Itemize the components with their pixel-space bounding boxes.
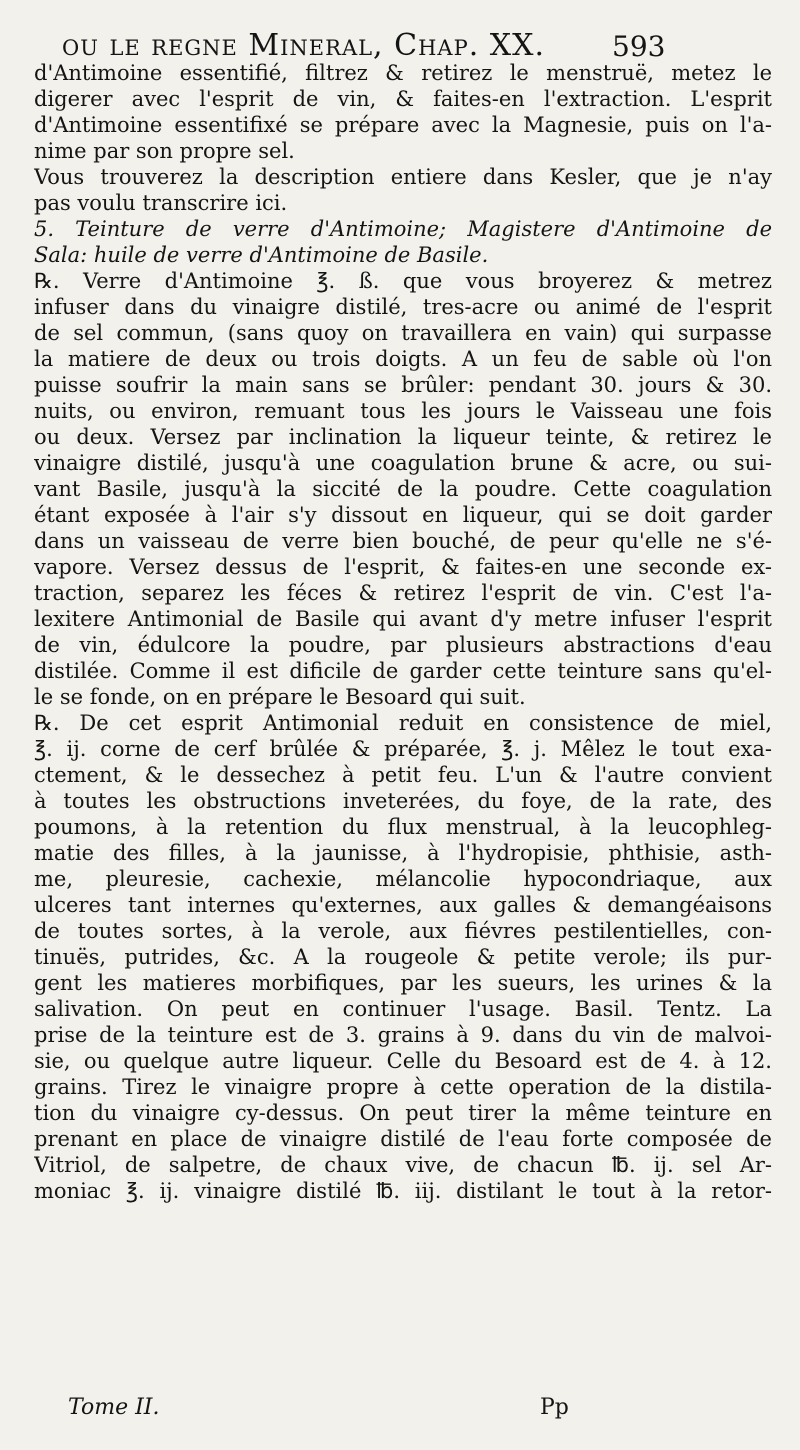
text-line: pas voulu transcrire ici. [34,191,288,215]
text-line: vapore. Versez dessus de l'esprit, & faites-en une seconde ex- [34,555,772,579]
volume-label: Tome II. [68,1395,160,1420]
section-heading-line: 5. Teinture de verre d'Antimoine; Magistere d'Antimoine de [34,217,772,241]
text-line: sie, ou quelque autre liqueur. Celle du Besoard est de 4. à 12. [34,1049,772,1073]
text-line: tion du vinaigre cy-dessus. On peut tirer la même teinture en [34,1101,772,1125]
text-line: Vitriol, de salpetre, de chaux vive, de chacun ℔. ij. sel Ar- [34,1153,772,1177]
text-line: de toutes sortes, à la verole, aux fiévres pestilentielles, con- [34,919,772,943]
page-body [34,60,772,1204]
text-line: gent les matieres morbifiques, par les sueurs, les urines & la [34,971,772,995]
text-line: à toutes les obstructions inveterées, du foye, de la rate, des [34,789,772,813]
text-line: d'Antimoine essentifié, filtrez & retirez le menstruë, metez le [34,61,772,85]
text-line: dans un vaisseau de verre bien bouché, de peur qu'elle ne s'é- [34,529,772,553]
text-line: infuser dans du vinaigre distilé, tres-acre ou animé de l'esprit [34,295,772,319]
text-line: puisse soufrir la main sans se brûler: pendant 30. jours & 30. [34,373,772,397]
text-line: salivation. On peut en continuer l'usage. Basil. Tentz. La [34,997,772,1021]
text-line: moniac ℥. ij. vinaigre distilé ℔. iij. distilant le tout à la retor- [34,1179,772,1203]
text-line: nuits, ou environ, remuant tous les jours le Vaisseau une fois [34,399,772,423]
text-line: Vous trouverez la description entiere dans Kesler, que je n'ay [34,165,772,189]
text-line: digerer avec l'esprit de vin, & faites-en l'extraction. L'esprit [34,87,772,111]
signature-mark: Pp [540,1395,569,1420]
text-line: prenant en place de vinaigre distilé de l'eau forte composée de [34,1127,772,1151]
text-line: distilée. Comme il est dificile de garder cette teinture sans qu'el- [34,659,772,683]
text-line: ℞. Verre d'Antimoine ℥. ß. que vous broyerez & metrez [34,269,772,293]
text-line: vinaigre distilé, jusqu'à une coagulation brune & acre, ou sui- [34,451,772,475]
text-line: lexitere Antimonial de Basile qui avant d'y metre infuser l'esprit [34,607,772,631]
text-line: ulceres tant internes qu'externes, aux galles & demangéaisons [34,893,772,917]
text-line: matie des filles, à la jaunisse, à l'hydropisie, phthisie, asth- [34,841,772,865]
running-head: ou le regne Mineral, Chap. XX. [62,28,546,63]
text-line: la matiere de deux ou trois doigts. A un feu de sable où l'on [34,347,772,371]
text-line: grains. Tirez le vinaigre propre à cette operation de la distila- [34,1075,772,1099]
text-line: me, pleuresie, cachexie, mélancolie hypocondriaque, aux [34,867,772,891]
page-number: 593 [612,30,666,63]
text-line: ℥. ij. corne de cerf brûlée & préparée, ℥. j. Mêlez le tout exa- [34,737,772,761]
text-line: étant exposée à l'air s'y dissout en liqueur, qui se doit garder [34,503,772,527]
text-line: prise de la teinture est de 3. grains à 9. dans du vin de malvoi- [34,1023,772,1047]
text-line: ctement, & le dessechez à petit feu. L'un & l'autre convient [34,763,772,787]
text-line: ou deux. Versez par inclination la liqueur teinte, & retirez le [34,425,772,449]
page-footer [0,1395,800,1435]
text-line: tinuës, putrides, &c. A la rougeole & petite verole; ils pur- [34,945,772,969]
text-line: le se fonde, on en prépare le Besoard qui suit. [34,685,526,709]
text-line: de vin, édulcore la poudre, par plusieurs abstractions d'eau [34,633,772,657]
text-line: traction, separez les féces & retirez l'esprit de vin. C'est l'a- [34,581,772,605]
text-line: ℞. De cet esprit Antimonial reduit en consistence de miel, [34,711,772,735]
text-line: poumons, à la retention du flux menstrual, à la leucophleg- [34,815,772,839]
text-line: nime par son propre sel. [34,139,295,163]
section-heading-line: Sala: huile de verre d'Antimoine de Basile. [34,243,489,267]
text-line: vant Basile, jusqu'à la siccité de la poudre. Cette coagulation [34,477,772,501]
text-line: de sel commun, (sans quoy on travaillera en vain) qui surpasse [34,321,772,345]
text-line: d'Antimoine essentifixé se prépare avec la Magnesie, puis on l'a- [34,113,772,137]
